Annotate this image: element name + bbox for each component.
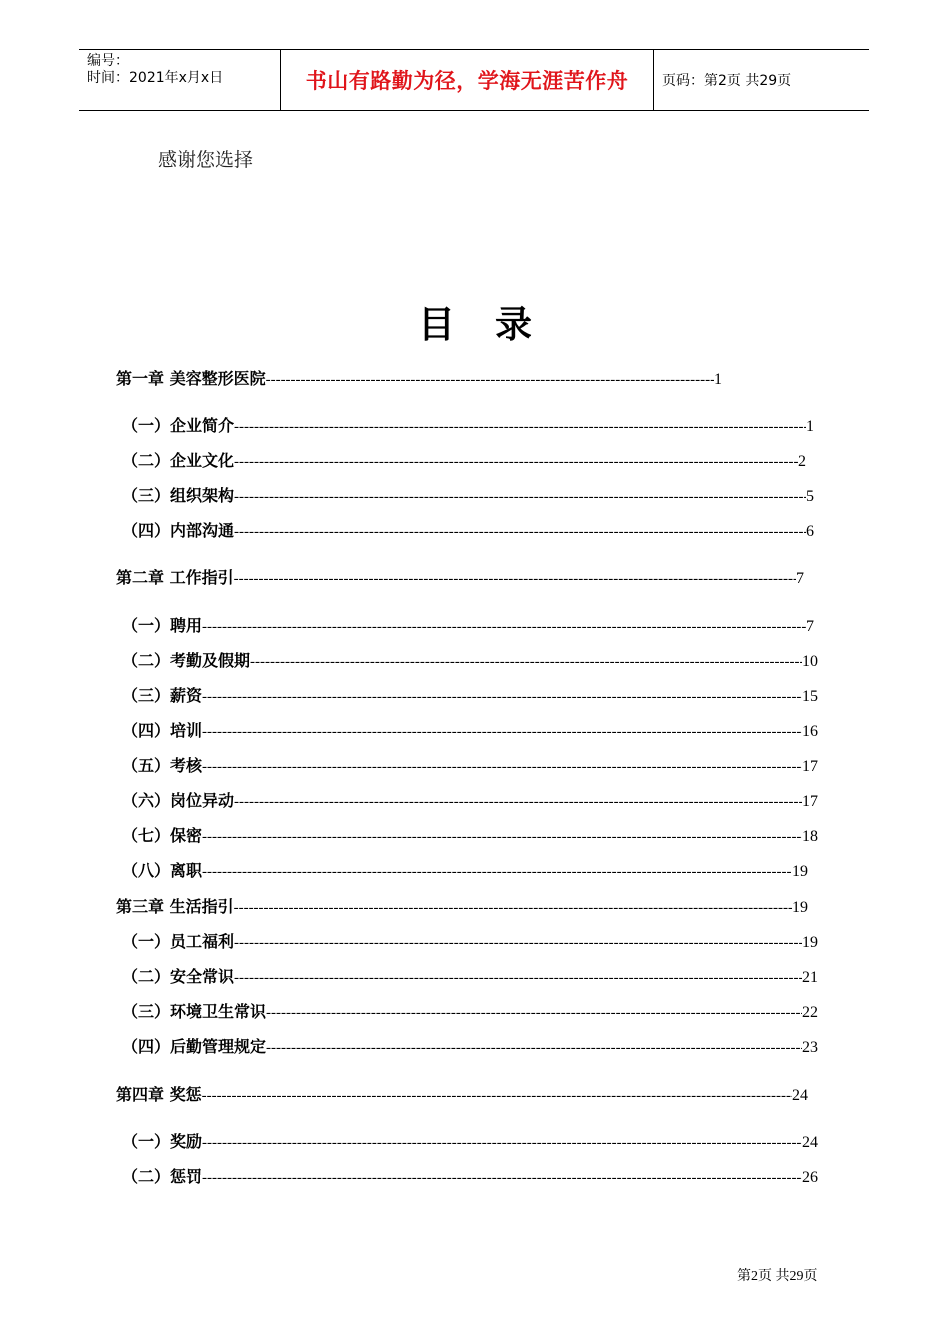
toc-entry-page: 7 — [806, 618, 814, 635]
toc-leader — [202, 759, 802, 776]
toc-entry-page: 19 — [792, 863, 808, 880]
toc-entry-title: （二）惩罚 — [122, 1167, 203, 1186]
toc-leader — [234, 454, 798, 471]
header-motto-cell — [280, 50, 654, 110]
toc-entry-title: 第二章 工作指引 — [116, 568, 234, 587]
toc-leader — [234, 970, 802, 987]
toc-entry[interactable] — [122, 648, 818, 674]
toc-entry-page: 24 — [802, 1134, 818, 1151]
toc-entry-page: 5 — [806, 488, 814, 505]
time-label: 时间：2021年x月x日 — [87, 70, 224, 86]
toc-entry[interactable] — [122, 823, 818, 849]
toc-entry[interactable] — [122, 1034, 818, 1060]
toc-entry[interactable] — [122, 483, 814, 509]
toc-entry-title: （四）培训 — [122, 721, 203, 740]
toc-entry[interactable] — [116, 1082, 808, 1108]
toc-leader — [202, 864, 792, 881]
toc-entry-title: 第三章 生活指引 — [116, 897, 234, 916]
toc-leader — [202, 829, 802, 846]
toc-leader — [266, 1005, 802, 1022]
toc-leader — [202, 1170, 802, 1187]
toc-leader — [234, 794, 802, 811]
toc-entry[interactable] — [122, 1129, 818, 1155]
toc-leader — [234, 524, 806, 541]
toc-entry-title: （三）组织架构 — [122, 486, 235, 505]
toc-leader — [202, 689, 802, 706]
toc-entry[interactable] — [122, 683, 818, 709]
toc-entry-page: 19 — [792, 899, 808, 916]
toc-entry-title: （一）企业简介 — [122, 416, 235, 435]
toc-entry-page: 17 — [802, 793, 818, 810]
toc-entry-page: 16 — [802, 723, 818, 740]
toc-entry-title: （二）考勤及假期 — [122, 651, 251, 670]
toc-leader — [234, 935, 802, 952]
toc-entry-title: （二）企业文化 — [122, 451, 235, 470]
toc-entry-page: 2 — [798, 453, 806, 470]
toc-entry-title: （五）考核 — [122, 756, 203, 775]
toc-leader — [202, 724, 802, 741]
header-page-cell — [654, 50, 869, 110]
toc-leader — [234, 900, 792, 917]
toc-entry-page: 1 — [806, 418, 814, 435]
toc-entry-page: 19 — [802, 934, 818, 951]
toc-entry-title: （一）聘用 — [122, 616, 203, 635]
toc-entry[interactable] — [122, 753, 818, 779]
toc-entry-page: 26 — [802, 1169, 818, 1186]
toc-entry-page: 7 — [796, 570, 804, 587]
toc-entry-title: （一）员工福利 — [122, 932, 235, 951]
toc-leader — [202, 619, 806, 636]
toc-entry-title: （七）保密 — [122, 826, 203, 845]
toc-entry-title: 第一章 美容整形医院 — [116, 369, 266, 388]
toc-leader — [266, 372, 714, 389]
page-footer: 第2页 共29页 — [737, 1269, 818, 1284]
toc-entry[interactable] — [122, 613, 814, 639]
toc-entry[interactable] — [122, 999, 818, 1025]
number-label: 编号： — [87, 53, 129, 69]
toc-entry-title: 第四章 奖惩 — [116, 1085, 202, 1104]
toc-leader — [234, 571, 796, 588]
toc-entry-title: （二）安全常识 — [122, 967, 235, 986]
toc-entry[interactable] — [122, 448, 806, 474]
toc-entry-page: 15 — [802, 688, 818, 705]
toc-entry-page: 1 — [714, 371, 722, 388]
toc-entry-title: （一）奖励 — [122, 1132, 203, 1151]
toc-entry[interactable] — [122, 718, 818, 744]
toc-entry-title: （四）后勤管理规定 — [122, 1037, 267, 1056]
toc-entry[interactable] — [122, 964, 818, 990]
toc-entry[interactable] — [122, 518, 814, 544]
toc-entry[interactable] — [116, 894, 808, 920]
toc-entry-title: （六）岗位异动 — [122, 791, 235, 810]
toc-entry-page: 22 — [802, 1004, 818, 1021]
toc-entry-title: （三）环境卫生常识 — [122, 1002, 267, 1021]
toc-entry-page: 21 — [802, 969, 818, 986]
toc-entry[interactable] — [116, 366, 722, 392]
toc-entry-page: 6 — [806, 523, 814, 540]
toc-entry[interactable] — [116, 565, 804, 591]
toc-entry[interactable] — [122, 788, 818, 814]
toc-entry-title: （八）离职 — [122, 861, 203, 880]
toc-entry[interactable] — [122, 1164, 818, 1190]
toc-entry-title: （四）内部沟通 — [122, 521, 235, 540]
toc-entry-page: 10 — [802, 653, 818, 670]
toc-entry-page: 24 — [792, 1087, 808, 1104]
thanks-text: 感谢您选择 — [158, 149, 254, 171]
toc-entry-page: 18 — [802, 828, 818, 845]
toc-title: 目录 — [418, 303, 572, 346]
toc-leader — [250, 654, 802, 671]
toc-entry[interactable] — [122, 858, 808, 884]
toc-entry[interactable] — [122, 929, 818, 955]
toc-entry[interactable] — [122, 413, 814, 439]
toc-leader — [266, 1040, 802, 1057]
page-header — [79, 49, 869, 111]
toc-entry-page: 23 — [802, 1039, 818, 1056]
header-meta — [79, 50, 280, 110]
toc-leader — [202, 1088, 792, 1105]
toc-leader — [202, 1135, 802, 1152]
header-motto: 书山有路勤为径，学海无涯苦作舟 — [305, 69, 629, 93]
toc-leader — [234, 489, 806, 506]
toc-leader — [234, 419, 806, 436]
toc-entry-page: 17 — [802, 758, 818, 775]
toc-entry-title: （三）薪资 — [122, 686, 203, 705]
header-page-label: 页码：第2页 共29页 — [662, 73, 792, 89]
